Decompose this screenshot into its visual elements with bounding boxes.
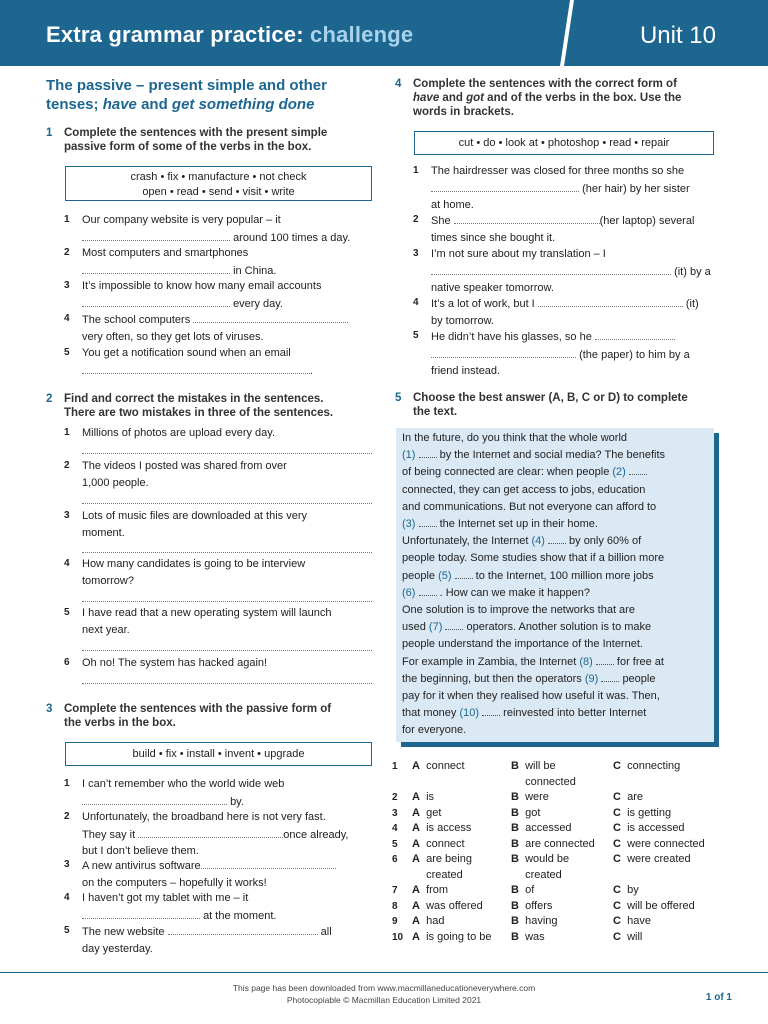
answer-blank[interactable] [431, 346, 576, 358]
answer-blank[interactable] [201, 857, 336, 869]
gap-blank[interactable] [601, 671, 619, 682]
reading-text-line: For example in Zambia, the Internet (8) for free at [402, 655, 664, 668]
answer-blank[interactable] [168, 923, 318, 935]
gap-number: (2) [612, 466, 626, 479]
option-a[interactable]: A is access [412, 822, 472, 834]
option-a[interactable]: A was offered [412, 899, 483, 912]
option-c[interactable]: C were connected [613, 837, 705, 850]
exercise-1-word-box: crash • fix • manufacture • not check open • read • send • visit • write [65, 166, 372, 201]
gap-blank[interactable] [482, 705, 500, 716]
answer-number: 8 [392, 900, 398, 912]
reading-text-line: people understand the importance of the Internet. [402, 638, 643, 651]
reading-text-line: used (7) operators. Another solution is to make [402, 621, 652, 634]
option-c[interactable]: C have [613, 915, 651, 927]
reading-text-line: people (5) to the Internet, 100 million more jobs [402, 569, 654, 582]
answer-blank[interactable] [82, 262, 230, 274]
reading-text-line: (1) by the Internet and social media? The benefits [402, 449, 666, 462]
answer-blank[interactable] [82, 362, 310, 374]
reading-text-line: people today. Some studies show that if a billion more [402, 552, 665, 565]
option-b[interactable]: B of [511, 884, 535, 896]
option-a[interactable]: A connect [412, 760, 465, 772]
option-c[interactable]: C is getting [613, 806, 672, 819]
option-a[interactable]: A is [412, 791, 435, 803]
option-c[interactable]: C is accessed [613, 822, 685, 834]
footer-copyright: Photocopiable © Macmillan Education Limited 2021 [286, 995, 482, 1005]
reading-text-line: that money (10) reinvested into better Internet [402, 707, 647, 720]
gap-blank[interactable] [455, 568, 473, 579]
exercise-3-word-box: build • fix • install • invent • upgrade [65, 742, 372, 766]
option-b[interactable]: B offers [511, 899, 553, 912]
answer-number: 9 [392, 916, 398, 927]
option-c[interactable]: C will [613, 930, 643, 943]
header-divider-icon [560, 0, 574, 66]
answer-number: 10 [392, 931, 404, 943]
reading-text-line: pay for it when they realised how useful it was. Then, [402, 690, 660, 703]
footer-download-note: This page has been downloaded from www.macmillaneducationeverywhere.com [232, 983, 536, 993]
footer-divider [0, 972, 768, 973]
answer-blank[interactable] [431, 180, 579, 192]
gap-blank[interactable] [548, 533, 566, 544]
answer-line[interactable] [82, 552, 372, 553]
answer-number: 4 [392, 823, 398, 834]
answer-blank[interactable] [138, 826, 283, 838]
answer-number: 3 [392, 807, 398, 819]
gap-number: (9) [584, 672, 599, 685]
gap-number: (10) [459, 707, 480, 720]
reading-text-line: and communications. But not everyone can afford to [402, 500, 657, 513]
option-b[interactable]: B having [511, 915, 558, 927]
answer-blank[interactable] [193, 311, 348, 323]
option-b[interactable]: B got [511, 806, 541, 819]
answer-blank[interactable] [454, 212, 600, 224]
worksheet-title: Extra grammar practice: challenge [46, 22, 414, 47]
answer-number: 1 [392, 761, 398, 772]
option-c[interactable]: C will be offered [613, 899, 695, 912]
answer-blank[interactable] [82, 907, 200, 919]
answer-blank[interactable] [431, 263, 671, 275]
answer-line[interactable] [82, 683, 372, 684]
option-a[interactable]: A are being created [412, 853, 472, 881]
answer-blank[interactable] [538, 295, 683, 307]
answer-number: 7 [392, 885, 398, 896]
page-header [0, 0, 768, 66]
answer-blank[interactable] [82, 295, 230, 307]
reading-text-panel [396, 428, 714, 742]
option-c[interactable]: C are [613, 791, 643, 803]
reading-text-line: In the future, do you think that the whole world [402, 432, 628, 444]
answer-line[interactable] [82, 601, 372, 602]
reading-text-line: connected, they can get access to jobs, education [402, 483, 646, 496]
gap-number: (1) [402, 449, 416, 462]
option-b[interactable]: B was [511, 930, 545, 943]
option-a[interactable]: A connect [412, 837, 465, 850]
reading-text-line: of being connected are clear: when people (2) [402, 464, 712, 481]
gap-number: (4) [531, 535, 545, 548]
option-a[interactable]: A get [412, 806, 442, 819]
answer-line[interactable] [82, 503, 372, 504]
option-a[interactable]: A from [412, 884, 449, 896]
gap-blank[interactable] [419, 585, 437, 596]
answer-number: 5 [392, 838, 398, 850]
reading-text-line: One solution is to improve the networks that are [402, 604, 635, 617]
answer-number: 6 [392, 854, 398, 865]
reading-text-line: Unfortunately, the Internet (4) by only 60% of [402, 535, 642, 548]
answer-blank[interactable] [82, 793, 227, 805]
reading-text-line: (6) . How can we make it happen? [402, 586, 590, 599]
answer-line[interactable] [82, 453, 372, 454]
exercise-4-word-box: cut • do • look at • photoshop • read • repair [414, 131, 714, 155]
answer-line[interactable] [82, 650, 372, 651]
option-b[interactable]: B were [511, 791, 549, 803]
reading-text [402, 430, 712, 740]
option-b[interactable]: B would be created [511, 853, 570, 881]
unit-label: Unit 10 [639, 22, 716, 49]
reading-text-line: (3) the Internet set up in their home. [402, 518, 598, 531]
option-b[interactable]: B will be connected [511, 760, 576, 788]
option-c[interactable]: C connecting [613, 760, 681, 772]
reading-text-line: the beginning, but then the operators (9) people [402, 672, 656, 685]
option-c[interactable]: C were created [613, 853, 691, 865]
option-a[interactable]: A had [412, 915, 445, 927]
gap-blank[interactable] [596, 654, 614, 665]
gap-number: (7) [428, 621, 443, 634]
gap-blank[interactable] [419, 516, 437, 527]
answer-number: 2 [392, 792, 398, 803]
option-a[interactable]: A is going to be [412, 930, 492, 943]
answer-blank[interactable] [82, 229, 230, 241]
reading-text-line: for everyone. [402, 724, 467, 737]
page-number: 1 of 1 [705, 992, 732, 1003]
section-title: The passive – present simple and other tenses; have and get something done [46, 77, 327, 113]
gap-number: (6) [402, 586, 416, 599]
gap-number: (3) [402, 518, 416, 531]
answer-blank[interactable] [595, 328, 675, 340]
gap-blank[interactable] [419, 447, 437, 458]
option-c[interactable]: C by [613, 884, 639, 896]
gap-blank[interactable] [445, 619, 463, 630]
gap-number: (5) [438, 569, 452, 582]
worksheet-title-highlight: challenge [310, 22, 414, 47]
option-b[interactable]: B are connected [511, 837, 595, 850]
gap-blank[interactable] [629, 464, 647, 475]
gap-number: (8) [579, 655, 593, 668]
option-b[interactable]: B accessed [511, 822, 572, 834]
